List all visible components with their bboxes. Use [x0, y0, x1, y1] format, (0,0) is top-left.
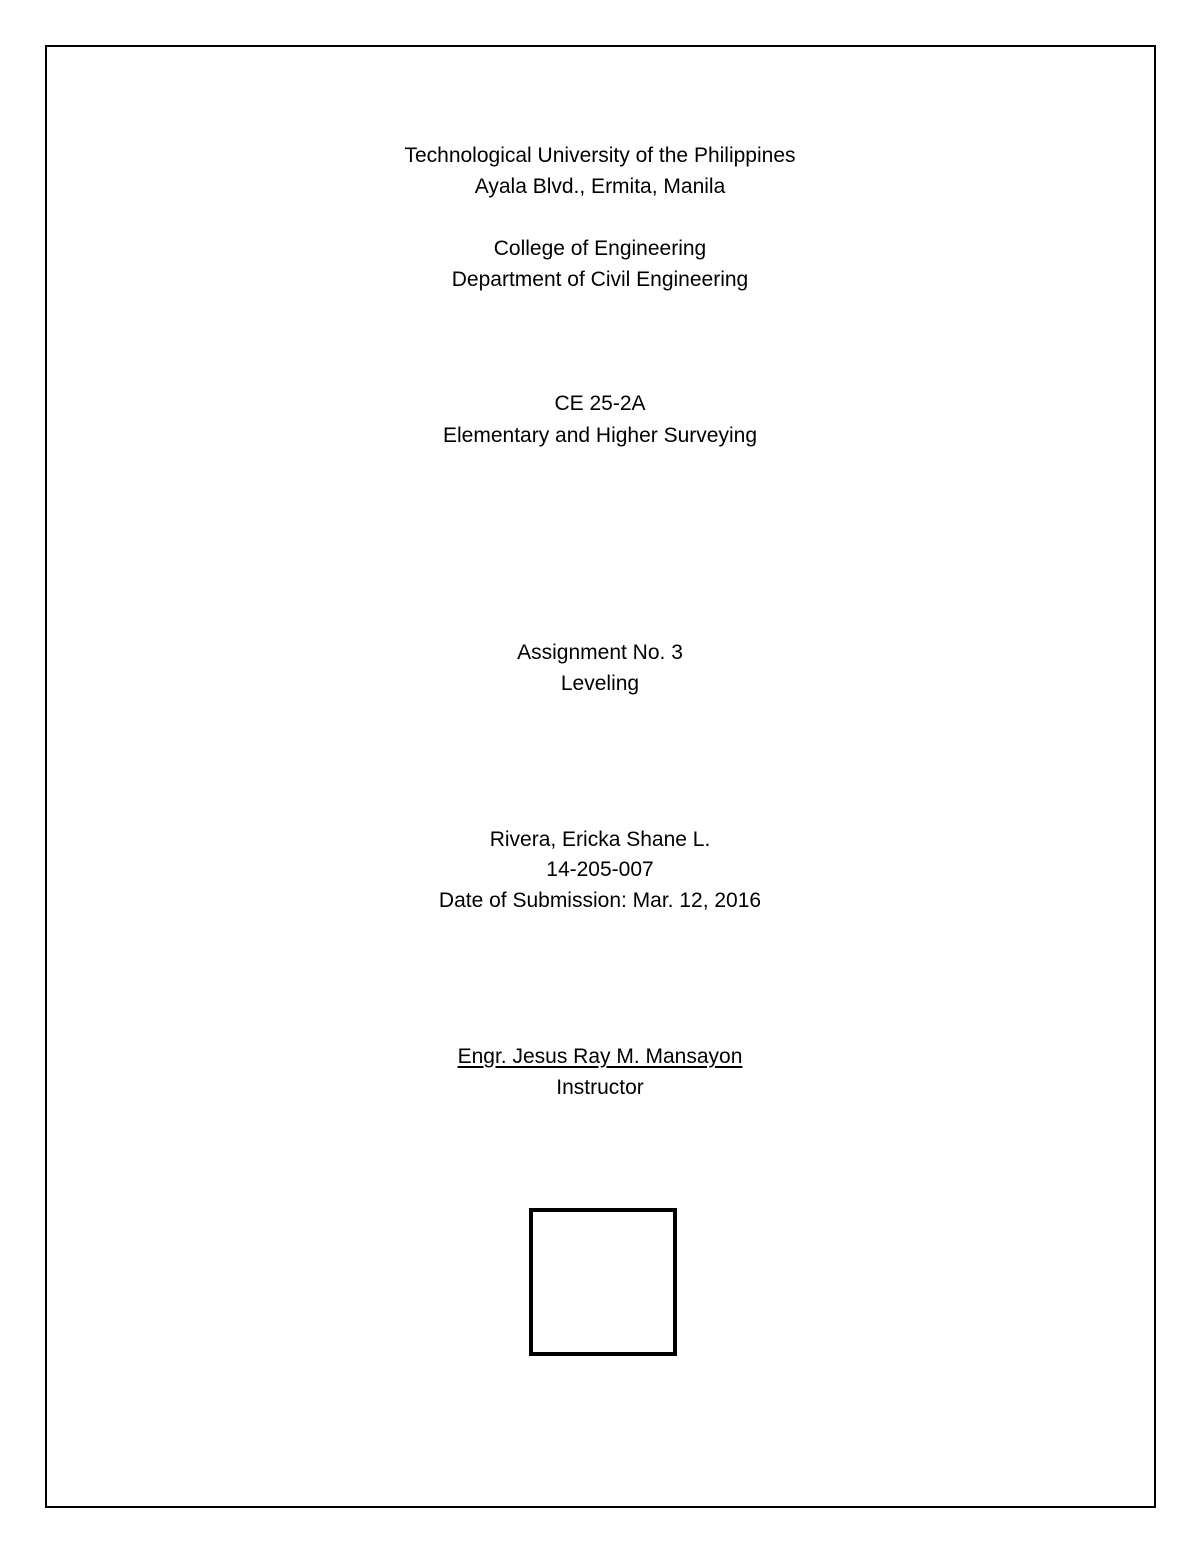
student-id: 14-205-007 — [546, 858, 654, 881]
department-name: Department of Civil Engineering — [451, 268, 749, 291]
instructor-role: Instructor — [556, 1076, 644, 1099]
assignment-topic: Leveling — [560, 672, 640, 695]
university-name: Technological University of the Philippines — [404, 144, 796, 167]
assignment-number: Assignment No. 3 — [517, 641, 683, 664]
student-name: Rivera, Ericka Shane L. — [489, 828, 711, 851]
course-title: Elementary and Higher Surveying — [443, 424, 757, 447]
instructor-name-line — [0, 1044, 1200, 1070]
photo-box — [529, 1208, 677, 1356]
submission-date: Date of Submission: Mar. 12, 2016 — [438, 889, 762, 912]
university-address: Ayala Blvd., Ermita, Manila — [474, 175, 726, 198]
instructor-name: Engr. Jesus Ray M. Mansayon — [457, 1045, 743, 1068]
course-code: CE 25-2A — [554, 392, 646, 415]
college-name: College of Engineering — [493, 237, 707, 260]
